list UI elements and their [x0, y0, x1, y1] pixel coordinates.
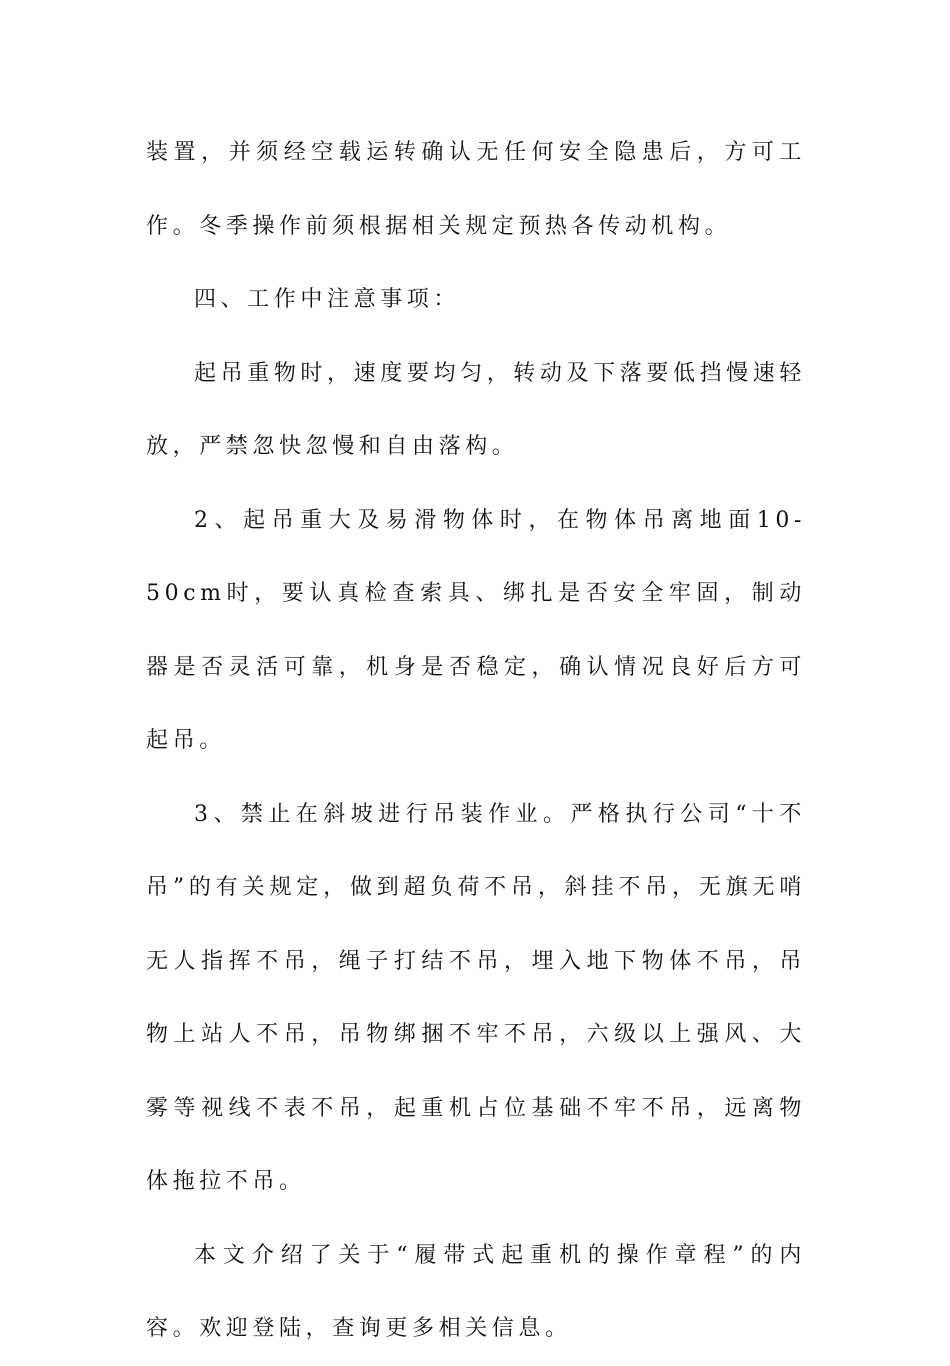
document-body	[146, 116, 806, 1366]
paragraph-item-2: 2、起吊重大及易滑物体时，在物体吊离地面10-50cm时，要认真检查索具、绑扎是否安全牢固，制动器是否灵活可靠，机身是否稳定，确认情况良好后方可起吊。	[146, 507, 806, 753]
closing-paragraph: 本文介绍了关于“履带式起重机的操作章程”的内容。欢迎登陆，查询更多相关信息。	[146, 1242, 806, 1341]
section-heading: 四、工作中注意事项：	[194, 287, 461, 312]
paragraph-item-1: 起吊重物时，速度要均匀，转动及下落要低挡慢速轻放，严禁忽快忽慢和自由落构。	[146, 360, 806, 459]
paragraph-continuation: 装置，并须经空载运转确认无任何安全隐患后，方可工作。冬季操作前须根据相关规定预热各传动机构。	[146, 140, 806, 239]
paragraph-item-3: 3、禁止在斜坡进行吊装作业。严格执行公司“十不吊”的有关规定，做到超负荷不吊，斜挂不吊，无旗无哨无人指挥不吊，绳子打结不吊，埋入地下物体不吊，吊物上站人不吊，吊物绑捆不牢不吊，六级以上强风、大雾等视线不表不吊，起重机占位基础不牢不吊，远离物体拖拉不吊。	[146, 801, 806, 1194]
